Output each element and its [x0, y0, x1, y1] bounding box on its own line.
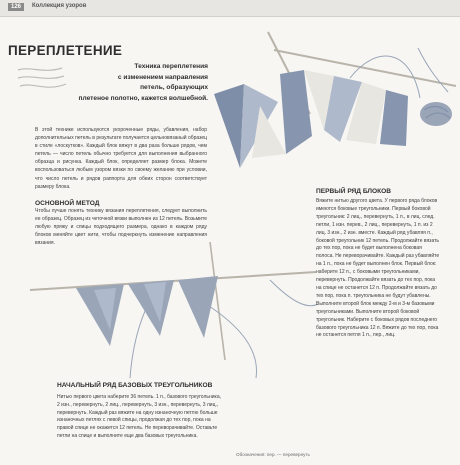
base-triangles-paragraph: Нитью первого цвета наберите 36 петель. 1 п., базового треугольника, 2 изн., перевернуть, 2 лиц., перевернуть, 3 изн., перевернуть, 3 лиц., перевернуть. Каждый раз вяжите на одну изнаночную петлю больше изнаночных петлях с левой спицы, продолжая до тех пор, пока на правой спице не окажется 12 петель. Не переворачивайте. Оставьте петли на спице и выполните еще два базовых треугольника. — [57, 394, 222, 439]
base-triangles-heading: НАЧАЛЬНЫЙ РЯД БАЗОВЫХ ТРЕУГОЛЬНИКОВ — [57, 382, 213, 389]
knitting-sample-bottom-image — [20, 240, 320, 380]
subtitle-line: с изменением направления — [117, 73, 208, 81]
first-row-paragraph: Вяжите нитью другого цвета. У первого ряда блоков имеются боковые треугольники. Первый боковой треугольник: 2 лиц., перевернуть, 1 п., в лиц. след. петли, 1 изн. перев., 2 лиц., перевернуть, 1 п. из 2 лиц. 3 изн., 2 изн. вместе. Каждый ряд убавляя п., боковой треугольник 12 петель. Продолжайте вязать до тех пор, пока не будет выполнена боковая полоса. Не переворачивайте. Каждый раз убавляйте на 1 п., пока не будет выполнен блок. Первый блок: наберите 12 п., с боковыми треугольниками, перевернуть. Продолжайте вязать до тех пор, пока на спице не останется 12 п. Продолжайте вязать до тех пор, пока п. треугольника не будут убавлены. Выполните второй блок между 2-м и 3-м базовыми треугольниками. Выполните второй боковой треугольник. Наберите с боковых рядов последнего базового треугольника 12 п. Вяжите до тех пор, пока не останется петля 1 п., пер., лиц. — [316, 198, 440, 339]
section-title: Коллекция узоров — [32, 3, 87, 9]
page-number: 126 — [8, 3, 24, 11]
subtitle-line: петель, образующих — [140, 84, 208, 91]
subtitle-line: Техника переплетения — [134, 63, 208, 70]
knitting-sample-top-image — [200, 18, 460, 198]
first-row-heading: ПЕРВЫЙ РЯД БЛОКОВ — [316, 188, 392, 195]
intro-paragraph: В этой технике используются укороченные ряды, убавления, набор дополнительных петель в результате получается цельновязаный образец в стиле «лоскутков». Каждый блок вяжут в два раза больше рядов, чем петель — число петель обычно требуется для выполнения выбранного образца и рисунка. Каждый блок, определяет размер блока. Можете воспользоваться любым узором вязки по своему желанию при условии, что число петель и рядов раппорта для обеих сторон соответствует размеру блока. — [35, 127, 207, 190]
article-title: ПЕРЕПЛЕТЕНИЕ — [8, 43, 123, 58]
subtitle-line: плетеное полотно, кажется волшебной. — [78, 94, 208, 102]
method-paragraph: Чтобы лучше понять технику вязания переплетения, следует выполнить ее образец. Образец из четочной вязки выполнен из 12 петель. Возьмите любую пряжу и спицы подходящего размера, однако в каждом ряду блоков меняйте цвет нити, чтобы подчеркнуть изменение направления вязания. — [35, 208, 207, 246]
article-subtitle — [40, 62, 208, 104]
abbreviations-caption: Обозначения: пер. — перевернуть — [236, 452, 310, 457]
method-heading: ОСНОВНОЙ МЕТОД — [35, 200, 100, 207]
